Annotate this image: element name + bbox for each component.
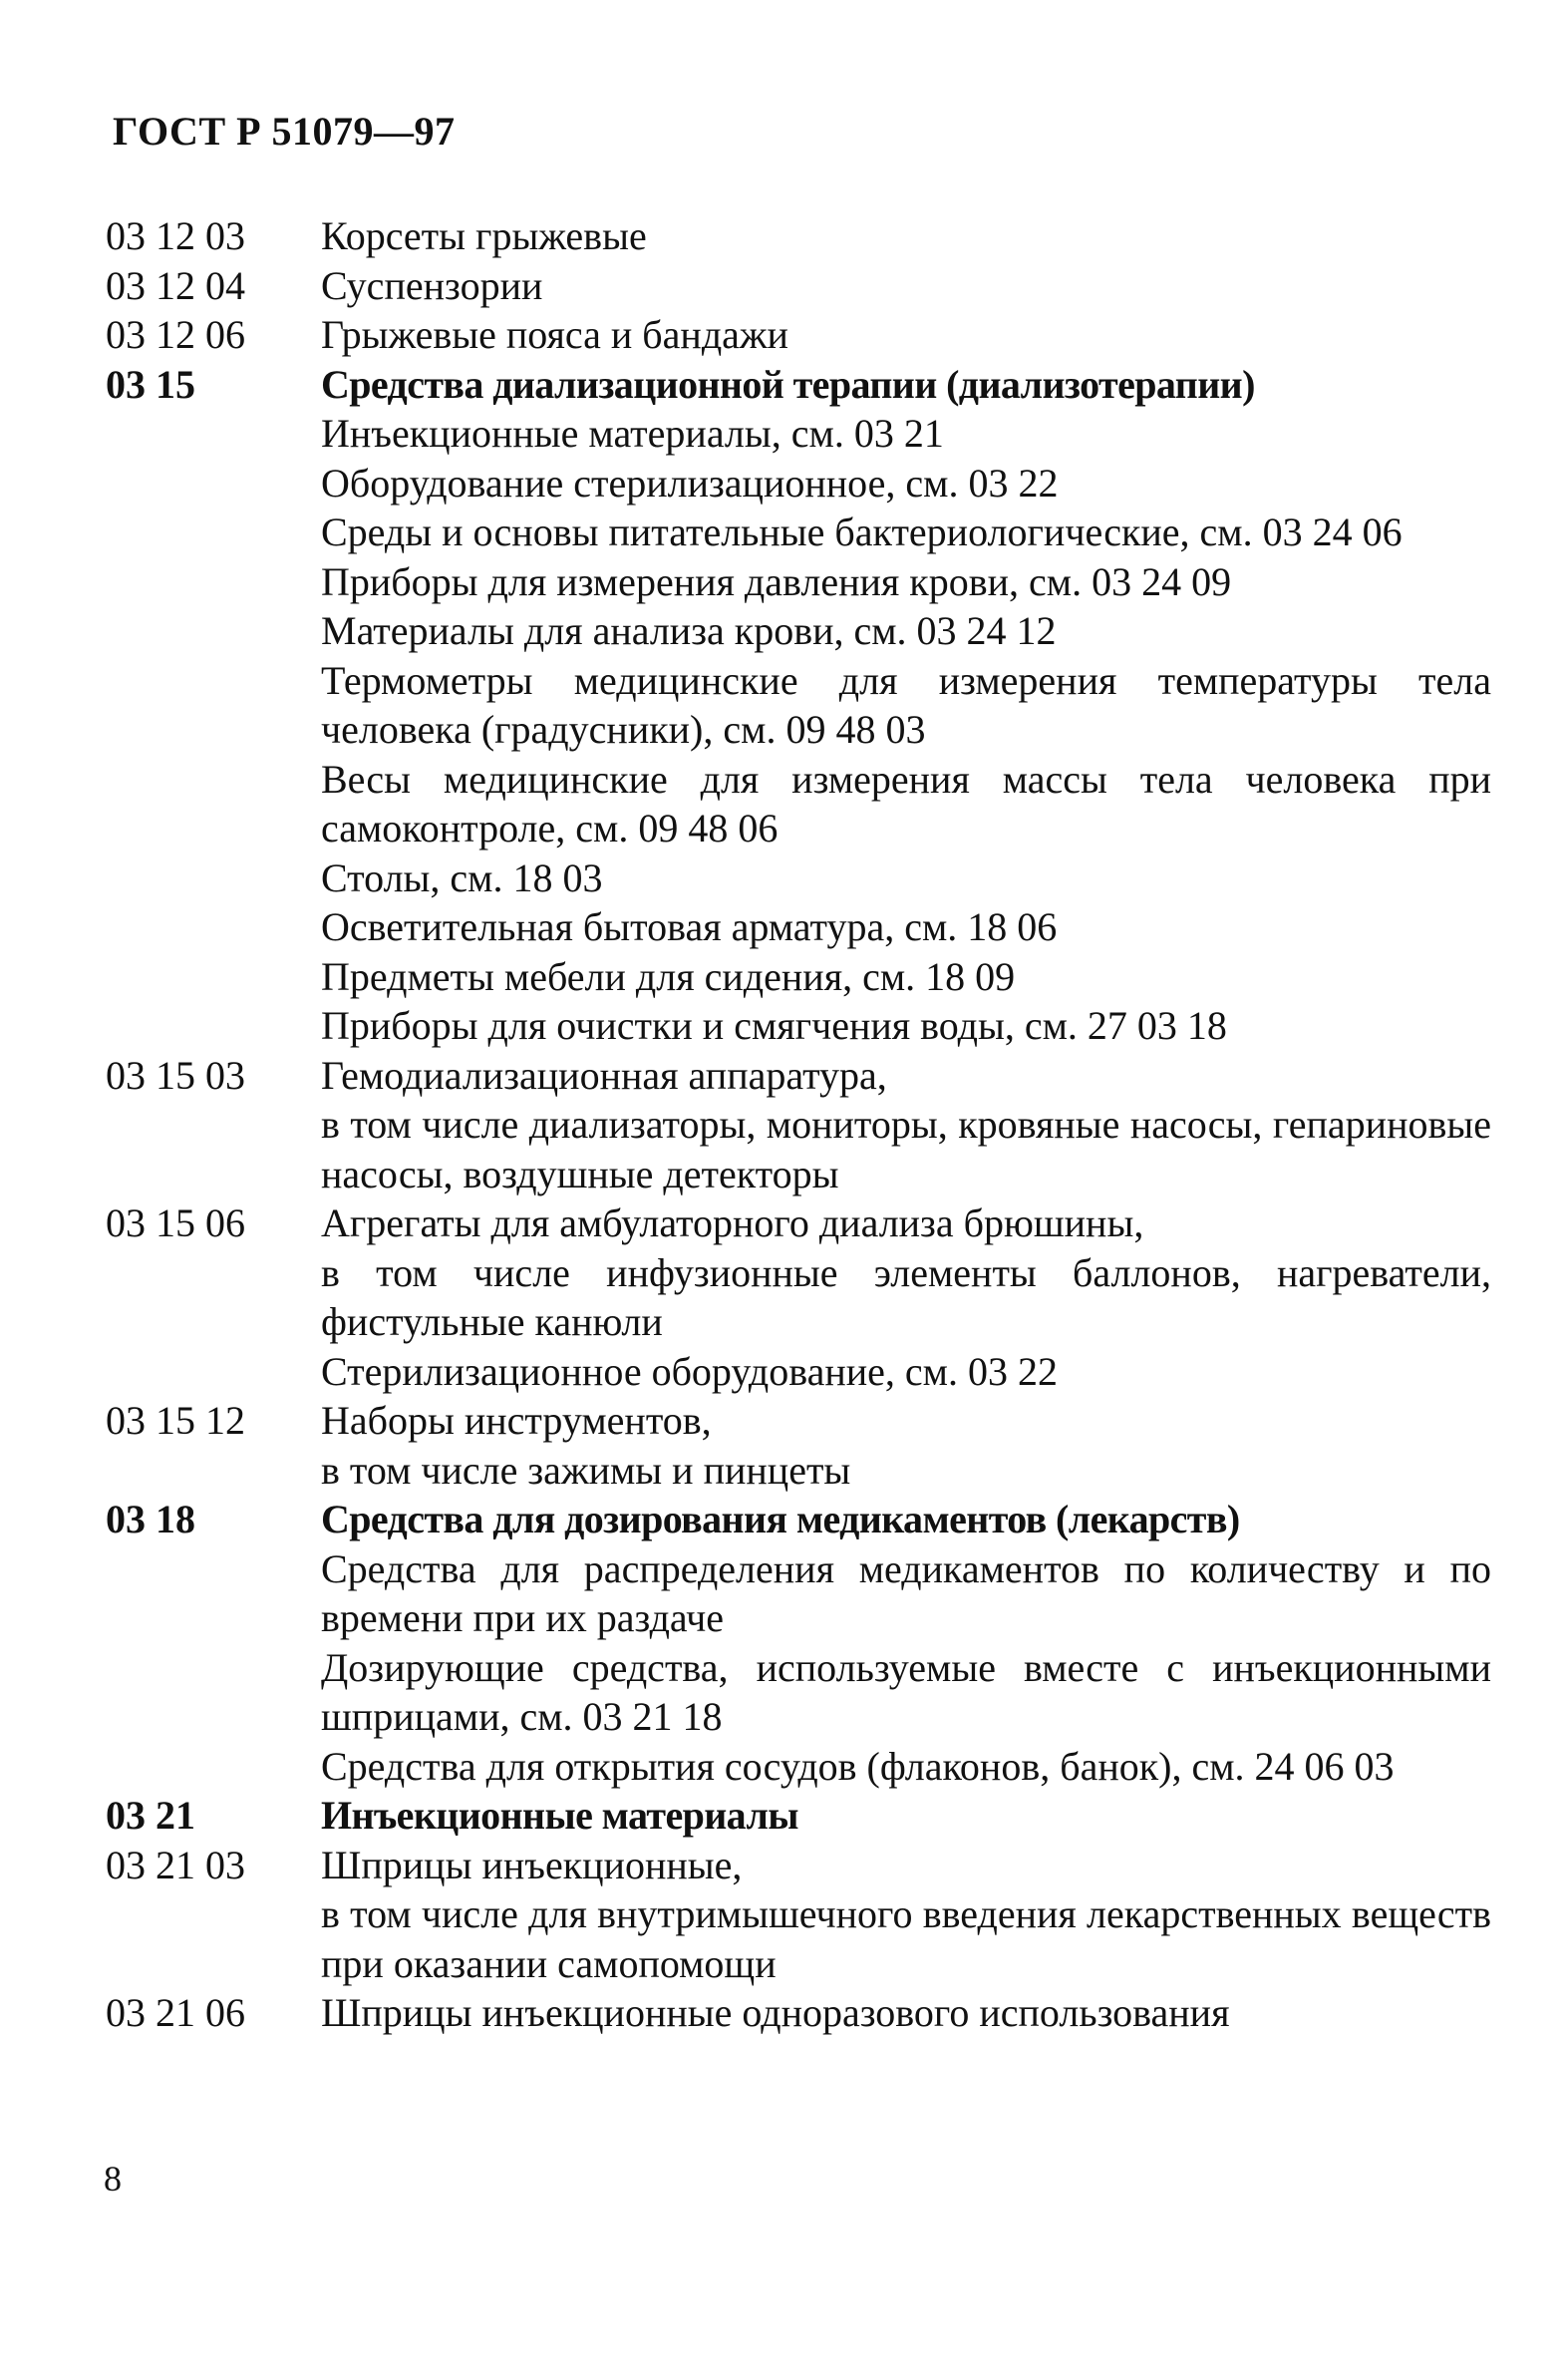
entry-code: 03 12 06 [106, 312, 245, 357]
entry-text: Среды и основы питательные бактериологические, см. 03 24 06 [321, 510, 1403, 554]
entry-text: Средства для дозирования медикаментов (лекарств) [321, 1497, 1240, 1541]
entry-code: 03 21 06 [106, 1990, 245, 2035]
section-heading-row [106, 1495, 1491, 1544]
entry-text: Стерилизационное оборудование, см. 03 22 [321, 1348, 1058, 1394]
continuation-row [106, 902, 1491, 952]
continuation-row [106, 606, 1491, 656]
entry-text: Инъекционные материалы [321, 1793, 798, 1838]
continuation-row [106, 1248, 1491, 1347]
entry-text: Суспензории [321, 262, 543, 308]
entry-text: Грыжевые пояса и бандажи [321, 312, 788, 357]
entry-code: 03 12 03 [106, 213, 245, 258]
continuation-row [106, 1347, 1491, 1397]
entry-code: 03 18 [106, 1497, 195, 1541]
entry-text: Средства для распределения медикаментов по количеству и по времени при их раздаче [321, 1545, 1491, 1640]
item-row [106, 1198, 1491, 1248]
item-row [106, 211, 1491, 261]
entry-text: Гемодиализационная аппаратура, [321, 1052, 887, 1098]
entry-text: Материалы для анализа крови, см. 03 24 12 [321, 608, 1057, 653]
entry-text: Термометры медицинские для измерения температуры тела человека (градусники), см. 09 48 03 [321, 657, 1491, 752]
entry-text: в том числе диализаторы, мониторы, кровяные насосы, гепариновые насосы, воздушные детекторы [321, 1102, 1491, 1196]
item-row [106, 261, 1491, 311]
continuation-row [106, 1446, 1491, 1496]
continuation-row [106, 1643, 1491, 1742]
entry-text: Приборы для очистки и смягчения воды, см. 27 03 18 [321, 1003, 1227, 1048]
continuation-row [106, 656, 1491, 755]
continuation-row [106, 952, 1491, 1002]
entry-code: 03 21 [106, 1793, 195, 1838]
continuation-row [106, 459, 1491, 509]
entry-code: 03 15 03 [106, 1052, 245, 1098]
entry-text: Шприцы инъекционные, [321, 1842, 743, 1887]
entry-text: в том числе для внутримышечного введения лекарственных веществ при оказании самопомощи [321, 1891, 1491, 1986]
continuation-row [106, 1742, 1491, 1792]
entry-text: Весы медицинские для измерения массы тела человека при самоконтроле, см. 09 48 06 [321, 756, 1491, 850]
item-row [106, 1396, 1491, 1446]
continuation-row [106, 1544, 1491, 1643]
continuation-row [106, 1889, 1491, 1988]
item-row [106, 1841, 1491, 1890]
entry-text: Столы, см. 18 03 [321, 854, 603, 900]
entry-text: Наборы инструментов, [321, 1398, 712, 1443]
entry-code: 03 21 03 [106, 1842, 245, 1887]
item-row [106, 1051, 1491, 1101]
entry-code: 03 15 06 [106, 1200, 245, 1245]
entry-text: Осветительная бытовая арматура, см. 18 06 [321, 904, 1058, 949]
entry-text: Инъекционные материалы, см. 03 21 [321, 411, 944, 456]
entry-text: Дозирующие средства, используемые вместе с инъекционными шприцами, см. 03 21 18 [321, 1644, 1491, 1739]
page-number: 8 [104, 2159, 122, 2199]
entry-text: в том числе зажимы и пинцеты [321, 1447, 851, 1493]
section-heading-row [106, 360, 1491, 410]
entry-text: Средства диализационной терапии (диализотерапии) [321, 361, 1255, 407]
entry-code: 03 15 [106, 361, 195, 407]
continuation-row [106, 755, 1491, 853]
continuation-row [106, 1100, 1491, 1198]
entry-text: Корсеты грыжевые [321, 213, 647, 258]
entry-text: Шприцы инъекционные одноразового использования [321, 1990, 1230, 2035]
standard-header: ГОСТ Р 51079—97 [113, 109, 456, 154]
continuation-row [106, 1001, 1491, 1051]
classification-list [106, 211, 1491, 2038]
continuation-row [106, 557, 1491, 607]
continuation-row [106, 853, 1491, 903]
entry-code: 03 15 12 [106, 1398, 245, 1443]
continuation-row [106, 508, 1491, 557]
entry-text: Оборудование стерилизационное, см. 03 22 [321, 460, 1059, 506]
continuation-row [106, 409, 1491, 459]
item-row [106, 1988, 1491, 2038]
entry-text: Агрегаты для амбулаторного диализа брюшины, [321, 1200, 1144, 1245]
entry-text: Предметы мебели для сидения, см. 18 09 [321, 953, 1016, 999]
entry-text: Средства для открытия сосудов (флаконов, банок), см. 24 06 03 [321, 1743, 1395, 1789]
entry-text: в том числе инфузионные элементы баллонов, нагреватели, фистульные канюли [321, 1249, 1491, 1344]
section-heading-row [106, 1791, 1491, 1841]
entry-code: 03 12 04 [106, 262, 245, 308]
item-row [106, 310, 1491, 360]
entry-text: Приборы для измерения давления крови, см. 03 24 09 [321, 558, 1232, 604]
